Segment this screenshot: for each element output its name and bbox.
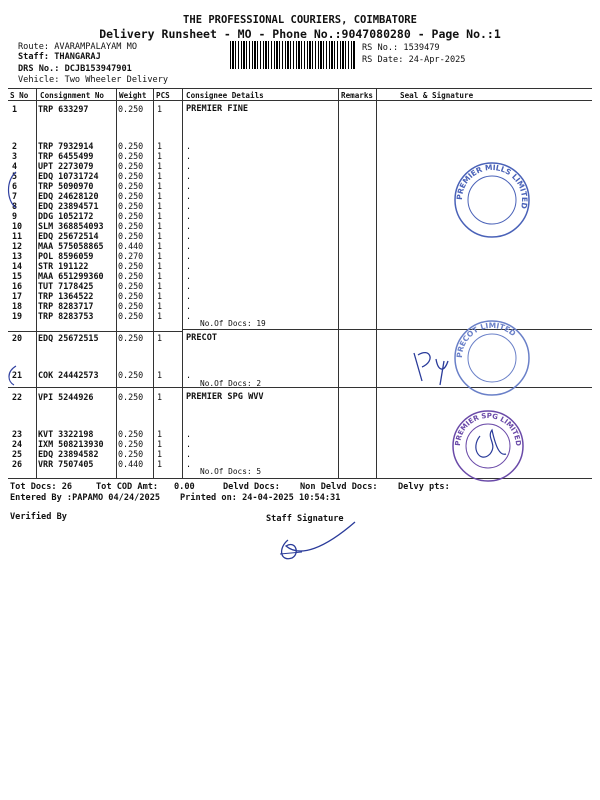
row-pcs: 1 bbox=[157, 231, 163, 241]
row-consignee-mark: . bbox=[186, 449, 192, 459]
row-consignee-mark: . bbox=[186, 271, 192, 281]
verified-by: Verified By bbox=[10, 512, 67, 522]
row-weight: 0.250 bbox=[118, 301, 144, 311]
row-consignee-mark: . bbox=[186, 429, 192, 439]
row-pcs: 1 bbox=[157, 141, 163, 151]
total-docs: Tot Docs: 26 bbox=[10, 482, 73, 492]
row-pcs: 1 bbox=[157, 449, 163, 459]
consignee-name: PRECOT bbox=[186, 333, 218, 343]
row-sno: 9 bbox=[12, 211, 18, 221]
vehicle-label: Vehicle: Two Wheeler Delivery bbox=[18, 75, 169, 85]
seal-text: PRECOT LIMITED bbox=[454, 320, 518, 359]
row-pcs: 1 bbox=[157, 439, 163, 449]
row-sno: 14 bbox=[12, 261, 23, 271]
row-consignee-mark: . bbox=[186, 211, 192, 221]
row-consignment-no: EDQ 23894571 bbox=[38, 201, 99, 211]
row-weight: 0.250 bbox=[118, 370, 144, 380]
row-sno: 18 bbox=[12, 301, 23, 311]
row-sno: 2 bbox=[12, 141, 18, 151]
row-consignee-mark: . bbox=[186, 459, 192, 469]
row-consignee-mark: . bbox=[186, 151, 192, 161]
row-pcs: 1 bbox=[157, 311, 163, 321]
row-pcs: 1 bbox=[157, 429, 163, 439]
row-consignee-mark: . bbox=[186, 261, 192, 271]
col-divider bbox=[182, 88, 183, 478]
row-pcs: 1 bbox=[157, 161, 163, 171]
company-seal-icon bbox=[450, 408, 526, 484]
row-consignment-no: EDQ 25672514 bbox=[38, 231, 99, 241]
group-divider bbox=[8, 331, 182, 332]
receiver-signature-icon bbox=[408, 345, 453, 390]
col-header-consignment: Consignment No bbox=[40, 91, 105, 100]
col-divider bbox=[116, 88, 117, 478]
row-weight: 0.250 bbox=[118, 181, 144, 191]
row-consignee-mark: . bbox=[186, 221, 192, 231]
row-sno: 5 bbox=[12, 171, 18, 181]
seal-text: PREMIER SPG LIMITED bbox=[453, 411, 523, 447]
row-consignee-mark: . bbox=[186, 370, 192, 380]
row-consignment-no: VRR 7507405 bbox=[38, 459, 94, 469]
row-consignee-mark: . bbox=[186, 141, 192, 151]
row-sno: 24 bbox=[12, 439, 23, 449]
row-consignment-no: TRP 7932914 bbox=[38, 141, 94, 151]
row-pcs: 1 bbox=[157, 241, 163, 251]
route-label: Route: AVARAMPALAYAM MO bbox=[18, 42, 137, 52]
col-divider bbox=[36, 88, 37, 478]
row-consignee-mark: . bbox=[186, 181, 192, 191]
row-consignment-no: TRP 8283717 bbox=[38, 301, 94, 311]
row-pcs: 1 bbox=[157, 261, 163, 271]
seal-text: PREMIER MILLS LIMITED bbox=[454, 162, 530, 210]
row-weight: 0.250 bbox=[118, 191, 144, 201]
row-consignment-no: TRP 1364522 bbox=[38, 291, 94, 301]
row-pcs: 1 bbox=[157, 201, 163, 211]
col-header-seal: Seal & Signature bbox=[400, 91, 474, 100]
row-consignee-mark: . bbox=[186, 251, 192, 261]
row-weight: 0.250 bbox=[118, 201, 144, 211]
row-weight: 0.440 bbox=[118, 241, 144, 251]
row-weight: 0.250 bbox=[118, 151, 144, 161]
total-cod-value: 0.00 bbox=[174, 482, 195, 492]
row-weight: 0.250 bbox=[118, 439, 144, 449]
row-pcs: 1 bbox=[157, 181, 163, 191]
row-consignment-no: EDQ 25672515 bbox=[38, 333, 99, 343]
row-pcs: 1 bbox=[157, 251, 163, 261]
entered-by: Entered By :PAPAMO 04/24/2025 bbox=[10, 493, 161, 503]
row-sno: 15 bbox=[12, 271, 23, 281]
row-consignment-no: TUT 7178425 bbox=[38, 281, 94, 291]
row-weight: 0.250 bbox=[118, 392, 144, 402]
total-cod-label: Tot COD Amt: bbox=[96, 482, 159, 492]
row-consignee-mark: . bbox=[186, 281, 192, 291]
row-sno: 10 bbox=[12, 221, 23, 231]
row-consignment-no: TRP 6455499 bbox=[38, 151, 94, 161]
row-pcs: 1 bbox=[157, 221, 163, 231]
row-weight: 0.250 bbox=[118, 449, 144, 459]
row-sno: 23 bbox=[12, 429, 23, 439]
row-consignment-no: EDQ 23894582 bbox=[38, 449, 99, 459]
row-consignee-mark: . bbox=[186, 201, 192, 211]
consignee-name: PREMIER SPG WVV bbox=[186, 392, 264, 402]
col-header-sno: S No bbox=[10, 91, 29, 100]
row-consignment-no: COK 24442573 bbox=[38, 370, 99, 380]
group-doc-count: No.Of Docs: 2 bbox=[200, 379, 262, 388]
row-sno: 7 bbox=[12, 191, 18, 201]
row-consignee-mark: . bbox=[186, 231, 192, 241]
row-sno: 17 bbox=[12, 291, 23, 301]
svg-text:PREMIER SPG LIMITED bbox=[454, 412, 522, 447]
row-pcs: 1 bbox=[157, 333, 163, 343]
row-sno: 11 bbox=[12, 231, 23, 241]
row-weight: 0.250 bbox=[118, 161, 144, 171]
row-consignee-mark: . bbox=[186, 241, 192, 251]
row-pcs: 1 bbox=[157, 281, 163, 291]
row-consignment-no: KVT 3322198 bbox=[38, 429, 94, 439]
row-consignment-no: VPI 5244926 bbox=[38, 392, 94, 402]
col-divider bbox=[376, 88, 377, 478]
row-consignment-no: MAA 575058865 bbox=[38, 241, 104, 251]
row-weight: 0.250 bbox=[118, 271, 144, 281]
row-sno: 13 bbox=[12, 251, 23, 261]
group-doc-count: No.Of Docs: 19 bbox=[200, 319, 266, 328]
row-pcs: 1 bbox=[157, 370, 163, 380]
row-consignment-no: IXM 508213930 bbox=[38, 439, 104, 449]
group-doc-count: No.Of Docs: 5 bbox=[200, 467, 262, 476]
pen-mark-icon bbox=[4, 364, 18, 386]
consignee-name: PREMIER FINE bbox=[186, 104, 249, 114]
row-pcs: 1 bbox=[157, 211, 163, 221]
company-seal-icon bbox=[452, 160, 532, 240]
row-sno: 1 bbox=[12, 104, 18, 114]
row-weight: 0.270 bbox=[118, 251, 144, 261]
staff-label: Staff: THANGARAJ bbox=[18, 52, 101, 62]
row-weight: 0.250 bbox=[118, 429, 144, 439]
row-sno: 25 bbox=[12, 449, 23, 459]
row-sno: 20 bbox=[12, 333, 23, 343]
row-consignment-no: POL 8596059 bbox=[38, 251, 94, 261]
col-divider bbox=[153, 88, 154, 478]
row-weight: 0.250 bbox=[118, 333, 144, 343]
row-weight: 0.440 bbox=[118, 459, 144, 469]
staff-signature-label: Staff Signature bbox=[266, 514, 344, 524]
row-weight: 0.250 bbox=[118, 231, 144, 241]
col-header-consignee: Consignee Details bbox=[186, 91, 264, 100]
row-pcs: 1 bbox=[157, 104, 163, 114]
row-weight: 0.250 bbox=[118, 104, 144, 114]
row-weight: 0.250 bbox=[118, 171, 144, 181]
row-pcs: 1 bbox=[157, 291, 163, 301]
drs-label: DRS No.: DCJB153947901 bbox=[18, 64, 132, 74]
row-consignment-no: SLM 368854093 bbox=[38, 221, 104, 231]
row-weight: 0.250 bbox=[118, 141, 144, 151]
row-consignment-no: TRP 5090970 bbox=[38, 181, 94, 191]
row-weight: 0.250 bbox=[118, 281, 144, 291]
row-consignee-mark: . bbox=[186, 171, 192, 181]
rs-date: RS Date: 24-Apr-2025 bbox=[362, 55, 466, 65]
row-consignee-mark: . bbox=[186, 439, 192, 449]
row-sno: 22 bbox=[12, 392, 23, 402]
row-pcs: 1 bbox=[157, 459, 163, 469]
row-weight: 0.250 bbox=[118, 311, 144, 321]
row-weight: 0.250 bbox=[118, 291, 144, 301]
row-pcs: 1 bbox=[157, 151, 163, 161]
company-name: THE PROFESSIONAL COURIERS, COIMBATORE bbox=[183, 14, 417, 26]
company-seal-icon bbox=[452, 318, 532, 398]
row-consignment-no: STR 191122 bbox=[38, 261, 89, 271]
row-consignment-no: MAA 651299360 bbox=[38, 271, 104, 281]
row-sno: 3 bbox=[12, 151, 18, 161]
row-pcs: 1 bbox=[157, 271, 163, 281]
row-pcs: 1 bbox=[157, 171, 163, 181]
col-header-remarks: Remarks bbox=[341, 91, 374, 100]
row-sno: 21 bbox=[12, 370, 23, 380]
pen-mark-icon bbox=[4, 170, 18, 210]
row-weight: 0.250 bbox=[118, 221, 144, 231]
row-weight: 0.250 bbox=[118, 261, 144, 271]
row-sno: 4 bbox=[12, 161, 18, 171]
printed-on: Printed on: 24-04-2025 10:54:31 bbox=[180, 493, 341, 503]
row-pcs: 1 bbox=[157, 392, 163, 402]
page-title: Delivery Runsheet - MO - Phone No.:9047080280 - Page No.:1 bbox=[99, 27, 501, 41]
row-consignment-no: UPT 2273079 bbox=[38, 161, 94, 171]
row-sno: 26 bbox=[12, 459, 23, 469]
row-sno: 8 bbox=[12, 201, 18, 211]
non-delivered-docs: Non Delvd Docs: bbox=[300, 482, 378, 492]
row-consignee-mark: . bbox=[186, 291, 192, 301]
row-pcs: 1 bbox=[157, 191, 163, 201]
row-sno: 6 bbox=[12, 181, 18, 191]
col-header-weight: Weight bbox=[119, 91, 147, 100]
row-pcs: 1 bbox=[157, 301, 163, 311]
staff-signature-icon bbox=[270, 518, 360, 568]
col-divider bbox=[338, 88, 339, 478]
table-header-border bbox=[8, 100, 592, 101]
row-weight: 0.250 bbox=[118, 211, 144, 221]
table-top-border bbox=[8, 88, 592, 89]
delivered-docs: Delvd Docs: bbox=[223, 482, 280, 492]
delivery-points: Delvy pts: bbox=[398, 482, 450, 492]
row-consignee-mark: . bbox=[186, 191, 192, 201]
col-header-pcs: PCS bbox=[156, 91, 170, 100]
row-sno: 12 bbox=[12, 241, 23, 251]
row-consignee-mark: . bbox=[186, 161, 192, 171]
rs-no: RS No.: 1539479 bbox=[362, 43, 440, 53]
row-consignment-no: EDQ 24628120 bbox=[38, 191, 99, 201]
row-consignment-no: TRP 8283753 bbox=[38, 311, 94, 321]
row-consignment-no: EDQ 10731724 bbox=[38, 171, 99, 181]
row-sno: 16 bbox=[12, 281, 23, 291]
barcode-icon bbox=[230, 41, 355, 69]
row-consignee-mark: . bbox=[186, 311, 192, 321]
row-consignee-mark: . bbox=[186, 301, 192, 311]
row-consignment-no: DDG 1052172 bbox=[38, 211, 94, 221]
row-sno: 19 bbox=[12, 311, 23, 321]
row-consignment-no: TRP 633297 bbox=[38, 104, 89, 114]
svg-text:PREMIER MILLS LIMITED bbox=[455, 163, 529, 210]
